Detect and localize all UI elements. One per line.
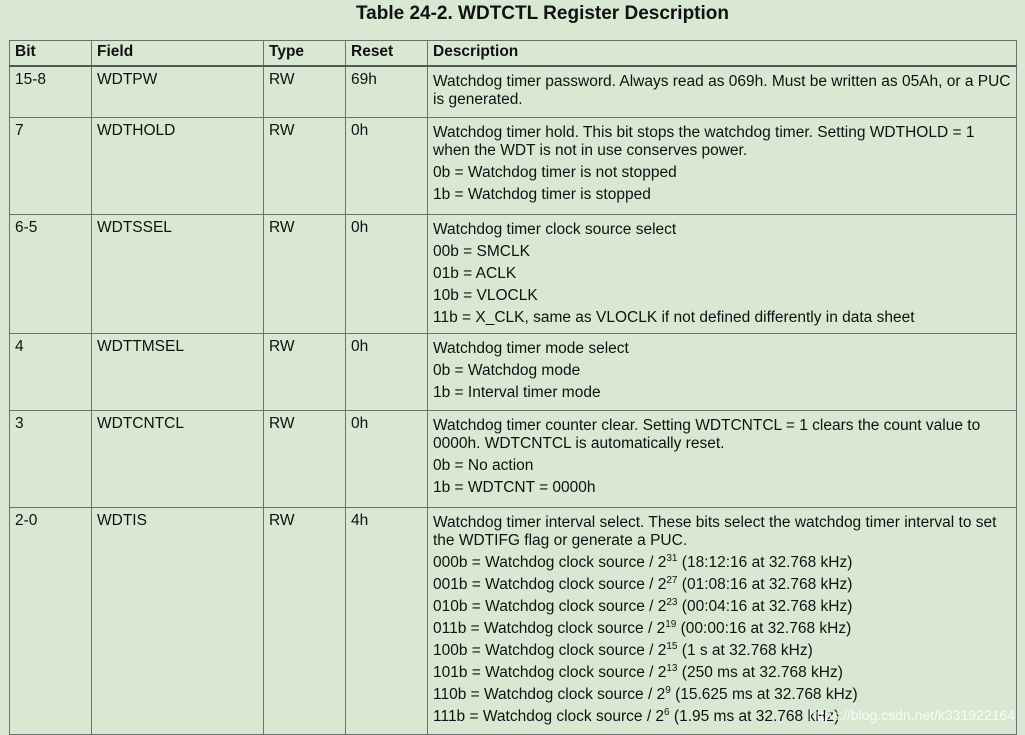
- cell-description: [428, 411, 1017, 508]
- description-line: 0b = No action: [433, 457, 534, 474]
- description-line: 01b = ACLK: [433, 265, 517, 282]
- interval-option: 000b = Watchdog clock source / $2^{31}$ (18:12:16 at 32.768 kHz): [433, 553, 853, 571]
- cell-type: RW: [264, 215, 346, 334]
- table-row: [10, 66, 1017, 118]
- table-title: Table 24-2. WDTCTL Register Description: [355, 3, 730, 24]
- cell-description: [428, 215, 1017, 334]
- cell-field: WDTSSEL: [92, 215, 264, 334]
- cell-bit: 6-5: [10, 215, 92, 334]
- cell-reset: 0h: [346, 118, 428, 215]
- table-header-row: [10, 41, 1017, 67]
- table-row: [10, 118, 1017, 215]
- column-header-reset: Reset: [346, 41, 428, 67]
- cell-field: WDTHOLD: [92, 118, 264, 215]
- description-line: 0b = Watchdog timer is not stopped: [433, 164, 677, 181]
- cell-bit: 4: [10, 334, 92, 411]
- description-line: Watchdog timer hold. This bit stops the watchdog timer. Setting WDTHOLD = 1 when the WDT is not in use conserves power.: [433, 124, 975, 159]
- cell-reset: 69h: [346, 66, 428, 118]
- cell-reset: 0h: [346, 215, 428, 334]
- column-header-field: Field: [92, 41, 264, 67]
- cell-field: WDTPW: [92, 66, 264, 118]
- interval-option: 111b = Watchdog clock source / $2^6$ (1.95 ms at 32.768 kHz): [433, 707, 840, 725]
- interval-option: 110b = Watchdog clock source / $2^9$ (15.625 ms at 32.768 kHz): [433, 685, 858, 703]
- cell-reset: 0h: [346, 411, 428, 508]
- description-line: 1b = Interval timer mode: [433, 384, 601, 401]
- cell-type: RW: [264, 334, 346, 411]
- interval-option: 001b = Watchdog clock source / $2^{27}$ (01:08:16 at 32.768 kHz): [433, 575, 853, 593]
- cell-field: WDTTMSEL: [92, 334, 264, 411]
- table-row: [10, 215, 1017, 334]
- column-header-type: Type: [264, 41, 346, 67]
- interval-option: 101b = Watchdog clock source / $2^{13}$ (250 ms at 32.768 kHz): [433, 663, 843, 681]
- interval-option: 010b = Watchdog clock source / $2^{23}$ (00:04:16 at 32.768 kHz): [433, 597, 853, 615]
- column-header-description: Description: [428, 41, 1017, 67]
- cell-field: WDTIS: [92, 508, 264, 735]
- column-header-bit: Bit: [10, 41, 92, 67]
- watermark: https://blog.csdn.net/k331922164: [808, 707, 1015, 723]
- description-line: 00b = SMCLK: [433, 243, 530, 260]
- description-line: Watchdog timer counter clear. Setting WDTCNTCL = 1 clears the count value to 0000h. WDTCNTCL is automatically reset.: [433, 417, 981, 452]
- description-line: Watchdog timer clock source select: [433, 221, 677, 238]
- description-line: Watchdog timer mode select: [433, 340, 629, 357]
- register-table: [9, 40, 1017, 735]
- description-line: Watchdog timer interval select. These bits select the watchdog timer interval to set the WDTIFG flag or generate a PUC.: [433, 514, 997, 549]
- description-line: 10b = VLOCLK: [433, 287, 538, 304]
- cell-description: [428, 508, 1017, 735]
- description-line: 1b = Watchdog timer is stopped: [433, 186, 651, 203]
- cell-bit: 2-0: [10, 508, 92, 735]
- cell-type: RW: [264, 118, 346, 215]
- description-line: 0b = Watchdog mode: [433, 362, 581, 379]
- cell-description: [428, 66, 1017, 118]
- cell-bit: 15-8: [10, 66, 92, 118]
- interval-option: 100b = Watchdog clock source / $2^{15}$ (1 s at 32.768 kHz): [433, 641, 813, 659]
- cell-type: RW: [264, 66, 346, 118]
- cell-reset: 0h: [346, 334, 428, 411]
- table-row: [10, 334, 1017, 411]
- description-line: 1b = WDTCNT = 0000h: [433, 479, 596, 496]
- table-row: [10, 411, 1017, 508]
- cell-description: [428, 118, 1017, 215]
- cell-description: [428, 334, 1017, 411]
- cell-type: RW: [264, 411, 346, 508]
- table-row: [10, 508, 1017, 735]
- interval-option: 011b = Watchdog clock source / $2^{19}$ (00:00:16 at 32.768 kHz): [433, 619, 852, 637]
- cell-type: RW: [264, 508, 346, 735]
- cell-field: WDTCNTCL: [92, 411, 264, 508]
- description-line: 11b = X_CLK, same as VLOCLK if not defined differently in data sheet: [433, 309, 915, 326]
- cell-reset: 4h: [346, 508, 428, 735]
- cell-bit: 7: [10, 118, 92, 215]
- cell-bit: 3: [10, 411, 92, 508]
- description-line: Watchdog timer password. Always read as 069h. Must be written as 05Ah, or a PUC is generated.: [433, 73, 1011, 108]
